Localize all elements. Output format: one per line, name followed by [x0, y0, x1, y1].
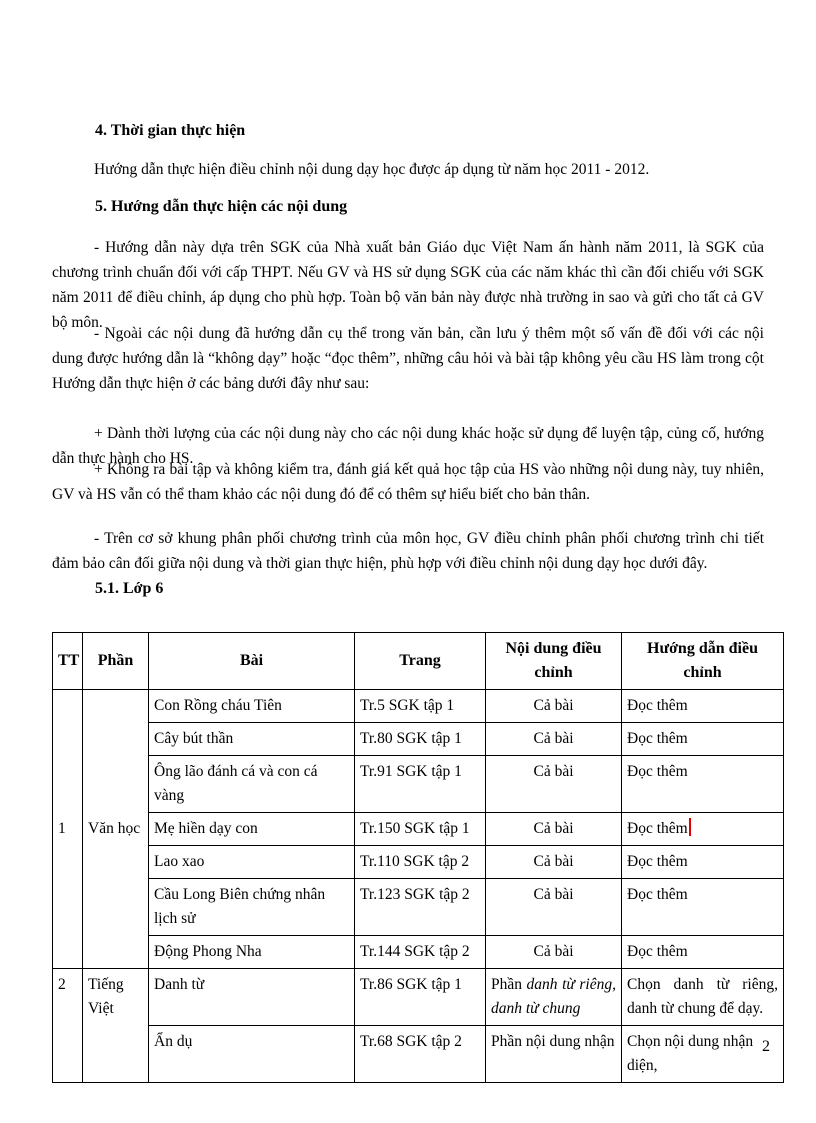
table-row: [53, 756, 784, 813]
cell-phan: Tiếng Việt: [83, 969, 149, 1083]
table-header-row: [53, 633, 784, 690]
table-row: [53, 690, 784, 723]
cell-noi-dung: Phần nội dung nhận: [486, 1026, 622, 1083]
cell-bai: Động Phong Nha: [149, 936, 355, 969]
cell-huong-dan-text: Đọc thêm: [627, 820, 688, 837]
cell-noi-dung: Cả bài: [486, 756, 622, 813]
table-row: [53, 846, 784, 879]
cell-noi-dung: Cả bài: [486, 879, 622, 936]
cell-trang: Tr.80 SGK tập 1: [355, 723, 486, 756]
cell-noi-dung: Cả bài: [486, 690, 622, 723]
text-cursor: [689, 818, 691, 836]
paragraph-time: [52, 157, 764, 182]
cell-bai: Lao xao: [149, 846, 355, 879]
header-huong-dan: Hướng dẫn điều chỉnh: [622, 633, 784, 690]
cell-tt: 1: [53, 690, 83, 969]
table-row: [53, 1026, 784, 1083]
cell-bai: Cầu Long Biên chứng nhân lịch sử: [149, 879, 355, 936]
cell-bai: Ẩn dụ: [149, 1026, 355, 1083]
cell-trang: Tr.68 SGK tập 2: [355, 1026, 486, 1083]
paragraph-3: + Dành thời lượng của các nội dung này cho các nội dung khác hoặc sử dụng để luyện tập, củng cố, hướng dẫn thực hành cho HS.: [52, 425, 764, 467]
paragraph-time-text: Hướng dẫn thực hiện điều chỉnh nội dung dạy học được áp dụng từ năm học 2011 - 2012.: [94, 161, 650, 178]
table-row: [53, 969, 784, 1026]
header-bai: Bài: [149, 633, 355, 690]
table-row: [53, 813, 784, 846]
table-row: [53, 936, 784, 969]
cell-huong-dan: Đọc thêm: [622, 756, 784, 813]
cell-bai: Mẹ hiền dạy con: [149, 813, 355, 846]
cell-trang: Tr.123 SGK tập 2: [355, 879, 486, 936]
paragraph-5: - Trên cơ sở khung phân phối chương trình của môn học, GV điều chỉnh phân phối chương trình chi tiết đảm bảo cân đối giữa nội dung và thời gian thực hiện, phù hợp với điều chỉnh nội dung dạy học dưới đây.: [52, 530, 764, 572]
cell-huong-dan: Chọn nội dung nhận diện,: [622, 1026, 784, 1083]
table-row: [53, 723, 784, 756]
header-noi-dung: Nội dung điều chỉnh: [486, 633, 622, 690]
cell-noi-dung: Cả bài: [486, 813, 622, 846]
header-phan: Phần: [83, 633, 149, 690]
cell-trang: Tr.110 SGK tập 2: [355, 846, 486, 879]
page-number: 2: [762, 1038, 770, 1055]
cell-trang: Tr.91 SGK tập 1: [355, 756, 486, 813]
paragraph-1: - Hướng dẫn này dựa trên SGK của Nhà xuất bản Giáo dục Việt Nam ấn hành năm 2011, là SGK của chương trình chuẩn đối với cấp THPT. Nếu GV và HS sử dụng SGK của các năm khác thì cần đối chiếu với SGK năm 2011 để điều chỉnh, áp dụng cho phù hợp. Toàn bộ văn bản này được nhà trường in sao và gửi cho tất cả GV bộ môn.: [52, 239, 764, 331]
cell-noi-dung: Cả bài: [486, 846, 622, 879]
heading-thoi-gian: 4. Thời gian thực hiện: [95, 122, 246, 139]
cell-tt: 2: [53, 969, 83, 1083]
cell-huong-dan: Đọc thêm: [622, 936, 784, 969]
cell-bai: Con Rồng cháu Tiên: [149, 690, 355, 723]
cell-huong-dan: Chọn danh từ riêng, danh từ chung để dạy.: [622, 969, 784, 1026]
paragraph-2: - Ngoài các nội dung đã hướng dẫn cụ thể trong văn bản, cần lưu ý thêm một số vấn đề đối với các nội dung được hướng dẫn là “không dạy” hoặc “đọc thêm”, những câu hỏi và bài tập không yêu cầu HS làm trong cột Hướng dẫn thực hiện ở các bảng dưới đây như sau:: [52, 325, 764, 392]
cell-trang: Tr.5 SGK tập 1: [355, 690, 486, 723]
cell-bai: Danh từ: [149, 969, 355, 1026]
cell-trang: Tr.144 SGK tập 2: [355, 936, 486, 969]
heading-lop-6: 5.1. Lớp 6: [95, 580, 164, 597]
cell-trang: Tr.86 SGK tập 1: [355, 969, 486, 1026]
header-tt: TT: [53, 633, 83, 690]
cell-huong-dan: Đọc thêm: [622, 690, 784, 723]
table-row: [53, 879, 784, 936]
cell-huong-dan[interactable]: [622, 813, 784, 846]
cell-noi-dung: Cả bài: [486, 936, 622, 969]
cell-phan: Văn học: [83, 690, 149, 969]
paragraph-4: + Không ra bài tập và không kiểm tra, đánh giá kết quả học tập của HS vào những nội dung này, tuy nhiên, GV và HS vẫn có thể tham khảo các nội dung đó để có thêm sự hiểu biết cho bản thân.: [52, 461, 764, 503]
cell-huong-dan: Đọc thêm: [622, 846, 784, 879]
cell-huong-dan: Đọc thêm: [622, 723, 784, 756]
cell-noi-dung: Cả bài: [486, 723, 622, 756]
cell-huong-dan: Đọc thêm: [622, 879, 784, 936]
cell-noi-dung: Phần danh từ riêng, danh từ chung: [486, 969, 622, 1026]
cell-bai: Ông lão đánh cá và con cá vàng: [149, 756, 355, 813]
cell-trang: Tr.150 SGK tập 1: [355, 813, 486, 846]
cell-bai: Cây bút thần: [149, 723, 355, 756]
heading-huong-dan: 5. Hướng dẫn thực hiện các nội dung: [95, 198, 348, 215]
adjustment-table: [52, 632, 784, 1083]
header-trang: Trang: [355, 633, 486, 690]
